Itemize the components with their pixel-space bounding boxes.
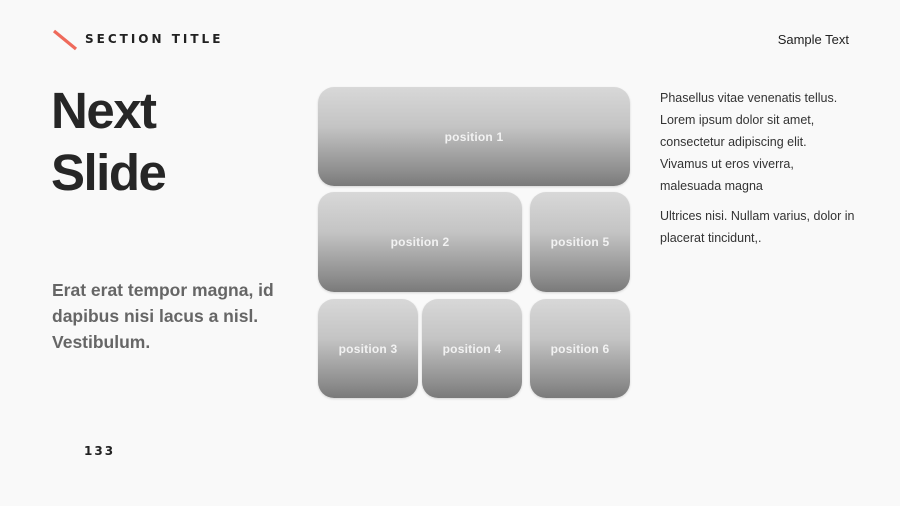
image-placeholder-position-1[interactable] xyxy=(318,87,630,186)
placeholder-label: position 3 xyxy=(338,341,398,356)
slide-headline xyxy=(51,80,251,204)
placeholder-label: position 5 xyxy=(550,235,610,249)
image-placeholder-position-3[interactable] xyxy=(318,299,418,398)
headline-line-1: Next xyxy=(51,82,156,139)
section-title: SECTION TITLE xyxy=(85,32,224,46)
lead-text: Erat erat tempor magna, id dapibus nisi lacus a nisl. Vestibulum. xyxy=(52,280,274,352)
body-text xyxy=(660,87,856,257)
page-number: 133 xyxy=(84,444,116,458)
image-placeholder-position-6[interactable] xyxy=(530,299,630,398)
image-placeholder-position-5[interactable] xyxy=(530,192,630,292)
placeholder-label: position 2 xyxy=(390,235,450,249)
placeholder-label: position 4 xyxy=(442,341,502,356)
image-placeholder-position-4[interactable] xyxy=(422,299,522,398)
body-paragraph-1: Phasellus vitae venenatis tellus. Lorem ipsum dolor sit amet, consectetur adipiscing elit. Vivamus ut eros viverra, malesuada magna xyxy=(660,91,838,193)
header-sample-text: Sample Text xyxy=(777,32,849,47)
accent-slash-icon xyxy=(52,29,78,51)
placeholder-label: position 1 xyxy=(444,129,504,144)
placeholder-label: position 6 xyxy=(550,341,610,356)
image-placeholder-position-2[interactable] xyxy=(318,192,522,292)
headline-line-2: Slide xyxy=(51,144,166,201)
body-paragraph-2: Ultrices nisi. Nullam varius, dolor in placerat tincidunt,. xyxy=(660,209,855,245)
